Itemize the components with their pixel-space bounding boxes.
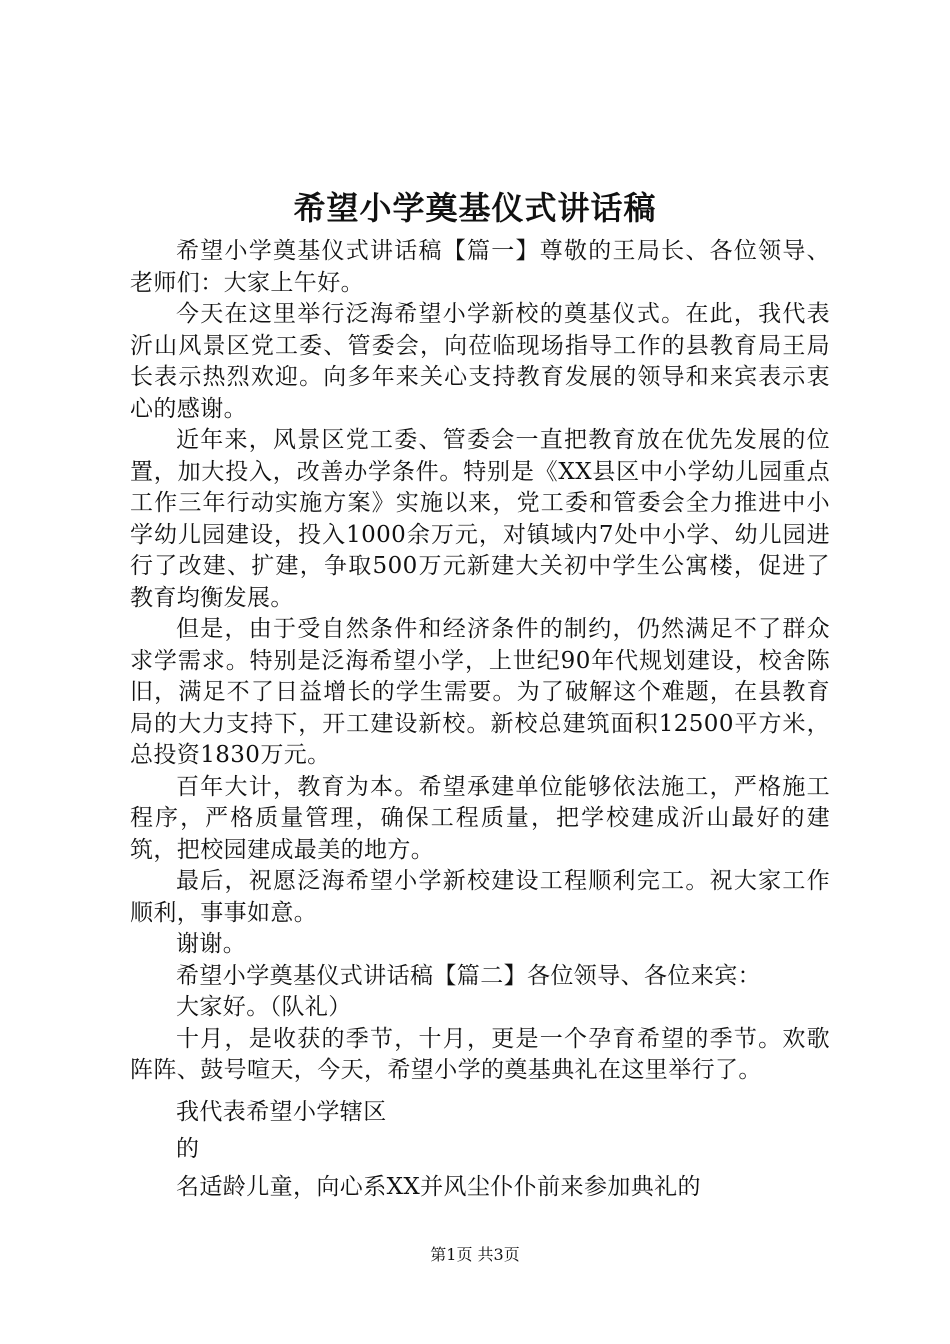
page-number-footer: 第1页 共3页	[430, 1245, 520, 1264]
paragraph: 但是，由于受自然条件和经济条件的制约，仍然满足不了群众求学需求。特别是泛海希望小学，上世纪90年代规划建设，校舍陈旧，满足不了日益增长的学生需要。为了破解这个难题，在县教育局的大力支持下，开工建设新校。新校总建筑面积12500平方米，总投资1830万元。	[130, 616, 830, 768]
paragraph: 的	[176, 1136, 200, 1162]
paragraph: 谢谢。	[176, 931, 247, 957]
paragraph: 今天在这里举行泛海希望小学新校的奠基仪式。在此，我代表沂山风景区党工委、管委会，向莅临现场指导工作的县教育局王局长表示热烈欢迎。向多年来关心支持教育发展的领导和来宾表示衷心的感谢。	[130, 301, 830, 422]
paragraph: 大家好。（队礼）	[176, 994, 352, 1020]
paragraph: 十月，是收获的季节，十月，更是一个孕育希望的季节。欢歌阵阵、鼓号喧天，今天，希望小学的奠基典礼在这里举行了。	[130, 1025, 830, 1083]
paragraph: 最后，祝愿泛海希望小学新校建设工程顺利完工。祝大家工作顺利，事事如意。	[130, 868, 830, 926]
paragraph: 名适龄儿童，向心系XX并风尘仆仆前来参加典礼的	[176, 1173, 701, 1200]
document-title: 希望小学奠基仪式讲话稿	[293, 189, 657, 227]
paragraph: 近年来，风景区党工委、管委会一直把教育放在优先发展的位置，加大投入，改善办学条件。特别是《XX县区中小学幼儿园重点工作三年行动实施方案》实施以来，党工委和管委会全力推进中小学幼儿园建设，投入1000余万元，对镇域内7处中小学、幼儿园进行了改建、扩建，争取500万元新建大关初中学生公寓楼，促进了教育均衡发展。	[130, 427, 830, 611]
paragraph: 百年大计，教育为本。希望承建单位能够依法施工，严格施工程序，严格质量管理，确保工程质量，把学校建成沂山最好的建筑，把校园建成最美的地方。	[130, 773, 830, 863]
document-body	[130, 236, 830, 1203]
paragraph: 希望小学奠基仪式讲话稿【篇二】各位领导、各位来宾：	[176, 962, 761, 989]
paragraph: 我代表希望小学辖区	[176, 1098, 387, 1125]
paragraph: 希望小学奠基仪式讲话稿【篇一】尊敬的王局长、各位领导、老师们：大家上午好。	[130, 238, 830, 296]
